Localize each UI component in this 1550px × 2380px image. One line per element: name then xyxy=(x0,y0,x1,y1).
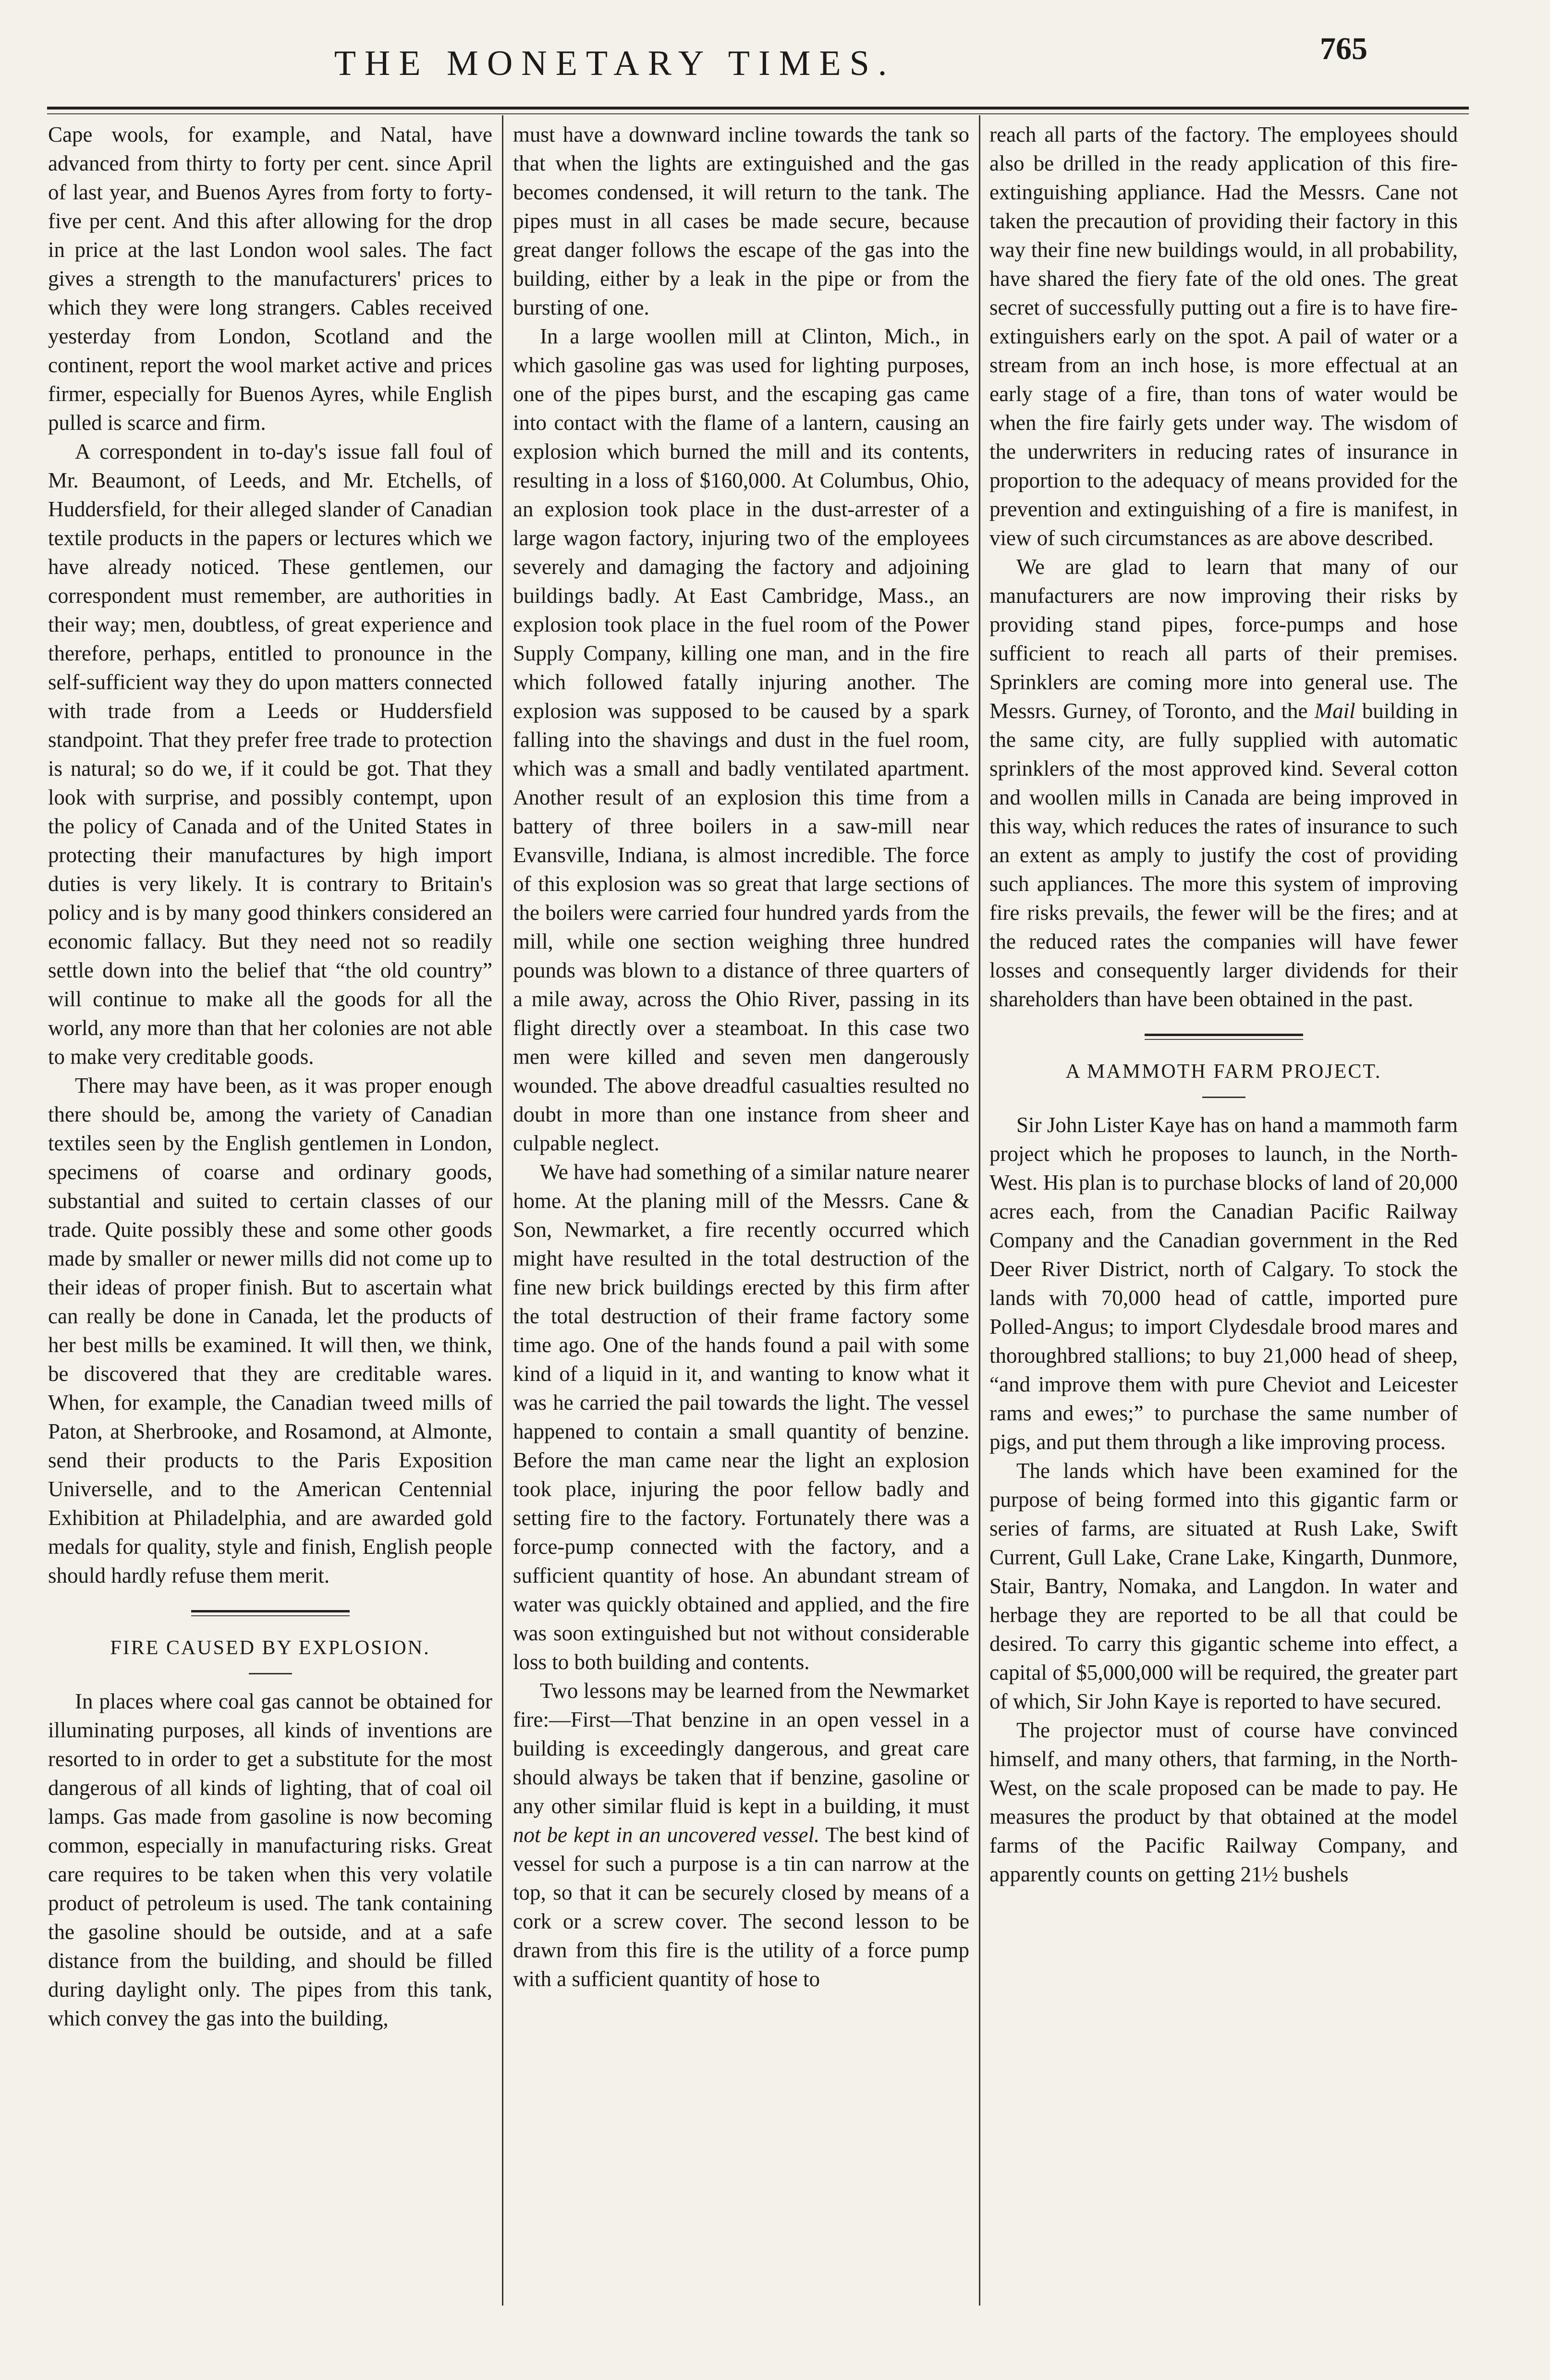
paragraph: Sir John Lister Kaye has on hand a mammoth farm project which he proposes to launch, in the North-West. His plan is to purchase blocks of land of 20,000 acres each, from the Canadian Pacific Railway Company and the Canadian government in the Red Deer River District, north of Calgary. To stock the lands with 70,000 head of cattle, imported pure Polled-Angus; to import Clydesdale brood mares and thoroughbred stallions; to buy 21,000 head of sheep, “and improve them with pure Cheviot and Leicester rams and ewes;” to purchase the same number of pigs, and put them through a like improving process. xyxy=(989,1113,1458,1454)
page-header xyxy=(0,0,1550,110)
header-rule xyxy=(47,107,1469,110)
section-rule xyxy=(1145,1034,1303,1036)
section-heading: A MAMMOTH FARM PROJECT. xyxy=(1065,1061,1382,1083)
paragraph: In places where coal gas cannot be obtained for illuminating purposes, all kinds of inventions are resorted to in order to get a substitute for the most dangerous of all kinds of lighting, that of coal oil lamps. Gas made from gasoline is now becoming common, especially in manufacturing risks. Great care requires to be taken when this very volatile product of petroleum is used. The tank containing the gasoline should be outside, and at a safe distance from the building, and should be filled during daylight only. The pipes from this tank, which convey the gas into the building, xyxy=(48,1689,492,2030)
paragraph: reach all parts of the factory. The employees should also be drilled in the ready application of this fire-extinguishing appliance. Had the Messrs. Cane not taken the precaution of providing their factory in this way their fine new buildings would, in all probability, have shared the fiery fate of the old ones. The great secret of successfully putting out a fire is to have fire-extinguishers early on the spot. A pail of water or a stream from an inch hose, is more effectual at an early stage of a fire, than tons of water would be when the fire fairly gets under way. The wisdom of the underwriters in reducing rates of insurance in proportion to the adequacy of means provided for the prevention and extinguishing of a fire is manifest, in view of such circumstances as are above described. xyxy=(989,122,1458,550)
page-number: 765 xyxy=(1320,31,1367,66)
paragraph: There may have been, as it was proper enough there should be, among the variety of Canadian textiles seen by the English gentlemen in London, specimens of coarse and ordinary goods, substantial and suited to certain classes of our trade. Quite possibly these and some other goods made by smaller or newer mills did not come up to their ideas of proper finish. But to ascertain what can really be done in Canada, let the products of her best mills be examined. It will then, we think, be discovered that they are creditable wares. When, for example, the Canadian tweed mills of Paton, at Sherbrooke, and Rosamond, at Almonte, send their products to the Paris Exposition Universelle, and to the American Centennial Exhibition at Philadelphia, and are awarded gold medals for quality, style and finish, English people should hardly refuse them merit. xyxy=(48,1074,492,1587)
section-heading: FIRE CAUSED BY EXPLOSION. xyxy=(110,1637,430,1659)
paragraph: We have had something of a similar nature nearer home. At the planing mill of the Messrs. Cane & Son, Newmarket, a fire recently occurred which might have resulted in the total destruction of the fine new brick buildings erected by this firm after the total destruction of their frame factory some time ago. One of the hands found a pail with some kind of a liquid in it, and wanting to know what it was he carried the pail towards the light. The vessel happened to contain a small quantity of benzine. Before the man came near the light an explosion took place, injuring the poor fellow badly and setting fire to the factory. Fortunately there was a force-pump connected with the factory, and a sufficient quantity of hose. An abundant stream of water was quickly obtained and applied, and the fire was soon extinguished but not without considerable loss to both building and contents. xyxy=(513,1160,969,1674)
emphasis-text: Mail xyxy=(1314,699,1355,723)
paragraph: Cape wools, for example, and Natal, have advanced from thirty to forty per cent. since April of last year, and Buenos Ayres from forty to forty-five per cent. And this after allowing for the drop in price at the last London wool sales. The fact gives a strength to the manufacturers' prices to which they were long strangers. Cables received yesterday from London, Scotland and the continent, report the wool market active and prices firmer, especially for Buenos Ayres, while English pulled is scarce and firm. xyxy=(48,122,492,435)
column-3 xyxy=(989,120,1458,2330)
column-1 xyxy=(48,120,492,2330)
heading-rule xyxy=(1202,1097,1245,1098)
text-run: building in the same city, are fully supplied with automatic sprinklers of the most approved kind. Several cotton and woollen mills in Canada are being improved in this way, which reduces the rates of insurance to such an extent as amply to justify the cost of providing such appliances. The more this system of improving fire risks prevails, the fewer will be the fires; and at the reduced rates the companies will have fewer losses and consequently larger dividends for their shareholders than have been obtained in the past. xyxy=(989,699,1458,1011)
text-run: The best kind of vessel for such a purpose is a tin can narrow at the top, so that it can be securely closed by means of a cork or a screw cover. The second lesson to be drawn from this fire is the utility of a force pump with a sufficient quantity of hose to xyxy=(513,1823,969,1991)
masthead-title: THE MONETARY TIMES. xyxy=(334,44,896,83)
section-rule-thin xyxy=(191,1615,350,1616)
heading-rule xyxy=(249,1673,292,1674)
paragraph: In a large woollen mill at Clinton, Mich., in which gasoline gas was used for lighting purposes, one of the pipes burst, and the escaping gas came into contact with the flame of a lantern, causing an explosion which burned the mill and its contents, resulting in a loss of $160,000. At Columbus, Ohio, an explosion took place in the dust-arrester of a large wagon factory, injuring two of the employees severely and damaging the factory and adjoining buildings badly. At East Cambridge, Mass., an explosion took place in the fuel room of the Power Supply Company, killing one man, and in the fire which followed fatally injuring another. The explosion was supposed to be caused by a spark falling into the shavings and dust in the fuel room, which was a small and badly ventilated apartment. Another result of an explosion this time from a battery of three boilers in a saw-mill near Evansville, Indiana, is almost incredible. The force of this explosion was so great that large sections of the boilers were carried four hundred yards from the mill, while one section weighing three hundred pounds was blown to a distance of three quarters of a mile away, across the Ohio River, passing in its flight directly over a steamboat. In this case two men were killed and seven men dangerously wounded. The above dreadful casualties resulted no doubt in more than one instance from sheer and culpable neglect. xyxy=(513,324,969,1155)
paragraph xyxy=(989,552,1458,1013)
paragraph: must have a downward incline towards the tank so that when the lights are extinguished and the gas becomes condensed, it will return to the tank. The pipes must in all cases be made secure, because great danger follows the escape of the gas into the building, either by a leak in the pipe or from the bursting of one. xyxy=(513,122,969,319)
paragraph: A correspondent in to-day's issue fall foul of Mr. Beaumont, of Leeds, and Mr. Etchells, of Huddersfield, for their alleged slander of Canadian textile products in the papers or lectures which we have already noticed. These gentlemen, our correspondent must remember, are authorities in their way; men, doubtless, of great experience and therefore, perhaps, entitled to pronounce in the self-sufficient way they do upon matters connected with trade from a Leeds or Huddersfield standpoint. That they prefer free trade to protection is natural; so do we, if it could be got. That they look with surprise, and possibly contempt, upon the policy of Canada and of the United States in protecting their manufactures by high import duties is very likely. It is contrary to Britain's policy and is by many good thinkers considered an economic fallacy. But they need not so readily settle down into the belief that “the old country” will continue to make all the goods for all the world, any more than that her colonies are not able to make very creditable goods. xyxy=(48,439,492,1069)
text-run: Two lessons may be learned from the Newmarket fire:—First—That benzine in an open vessel in a building is exceedingly dangerous, and great care should always be taken that if benzine, gasoline or any other similar fluid is kept in a building, it must xyxy=(513,1679,969,1818)
header-rule-thin xyxy=(47,113,1469,114)
column-2 xyxy=(513,120,969,2330)
emphasis-text: not be kept in an uncovered vessel. xyxy=(513,1823,820,1847)
column-divider xyxy=(979,115,980,2306)
paragraph: The lands which have been examined for the purpose of being formed into this gigantic farm or series of farms, are situated at Rush Lake, Swift Current, Gull Lake, Crane Lake, Kingarth, Dunmore, Stair, Bantry, Nomaka, and Langdon. In water and herbage they are reported to be all that could be desired. To carry this gigantic scheme into effect, a capital of $5,000,000 will be required, the greater part of which, Sir John Kaye is reported to have secured. xyxy=(989,1459,1458,1713)
section-rule-thin xyxy=(1145,1039,1303,1040)
text-run: We are glad to learn that many of our manufacturers are now improving their risks by providing stand pipes, force-pumps and hose sufficient to reach all parts of their premises. Sprinklers are coming more into general use. The Messrs. Gurney, of Toronto, and the xyxy=(989,555,1458,723)
section-rule xyxy=(191,1610,350,1612)
paragraph xyxy=(513,1676,969,1993)
column-divider xyxy=(502,115,503,2306)
paragraph: The projector must of course have convinced himself, and many others, that farming, in the North-West, on the scale proposed can be made to pay. He measures the product by that obtained at the model farms of the Pacific Railway Company, and apparently counts on getting 21½ bushels xyxy=(989,1718,1458,1886)
